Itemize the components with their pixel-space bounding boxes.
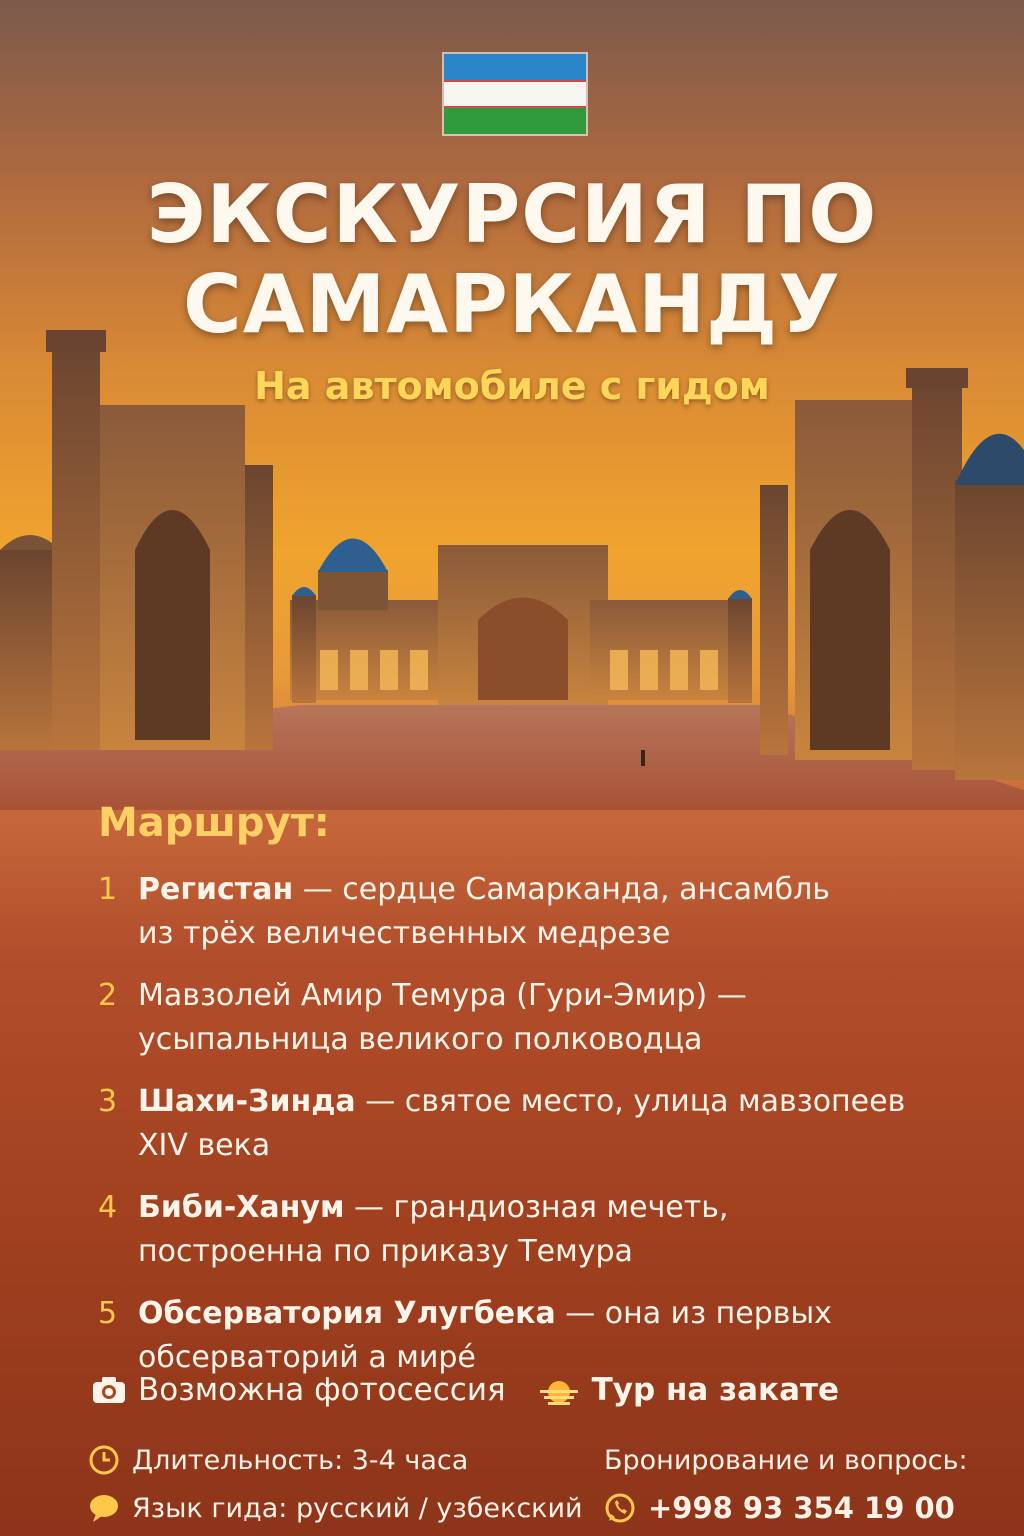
stop-name: Шахи-Зинда — [138, 1084, 356, 1119]
stop-name: Биби-Ханум — [138, 1190, 345, 1225]
stop-number: 5 — [98, 1296, 118, 1331]
route-heading: Маршрут: — [98, 800, 330, 846]
chat-bubble-icon — [88, 1493, 120, 1523]
whatsapp-icon — [604, 1492, 636, 1524]
stop-desc-line1: — сердце Самарканда, ансамбль — [293, 872, 830, 907]
route-stop — [98, 974, 998, 1062]
flag-blue-stripe — [444, 54, 586, 80]
camera-icon — [92, 1376, 126, 1404]
stop-number: 3 — [98, 1084, 118, 1119]
flag-white-stripe — [444, 80, 586, 108]
subtitle: На автомобиле с гидом — [254, 364, 770, 408]
stop-name: Обсерватория Улугбека — [138, 1296, 556, 1331]
stop-text — [138, 1292, 832, 1380]
route-stop — [98, 1292, 998, 1380]
phone-row[interactable] — [604, 1484, 968, 1532]
stop-text — [138, 868, 830, 956]
page-title-line2: САМАРКАНДУ — [183, 258, 841, 351]
uzbekistan-flag — [442, 52, 588, 136]
stop-desc-line1: — она из первых — [555, 1296, 832, 1331]
clock-icon — [88, 1444, 120, 1476]
route-stop — [98, 868, 998, 956]
photo-session-label: Возможна фотосессия — [138, 1372, 506, 1408]
stop-name: Регистан — [138, 872, 294, 907]
tour-extras — [92, 1372, 871, 1408]
stop-number: 2 — [98, 978, 118, 1013]
stop-number: 1 — [98, 872, 118, 907]
route-list — [98, 868, 998, 1398]
stop-number: 4 — [98, 1190, 118, 1225]
sunset-icon — [538, 1374, 580, 1406]
duration-row — [88, 1436, 583, 1484]
stop-desc-line1: — грандиозная мечеть, — [344, 1190, 729, 1225]
stop-text — [138, 1186, 728, 1274]
stop-desc-line1: Мавзолей Амир Темура (Гури-Эмир) — — [138, 978, 747, 1013]
duration-text: Длительность: 3-4 часа — [132, 1444, 469, 1476]
route-stop — [98, 1186, 998, 1274]
stop-text — [138, 1080, 905, 1168]
stop-desc-line2: обсерваторий а мирé — [138, 1340, 476, 1375]
flag-green-stripe — [444, 108, 586, 134]
language-text: Язык гида: русский / узбекский — [132, 1492, 583, 1524]
page-title-line1: ЭКСКУРСИЯ ПО — [146, 168, 878, 261]
phone-number[interactable]: +998 93 354 19 00 — [648, 1491, 955, 1525]
stop-desc-line2: из трёх величественных медрезе — [138, 916, 671, 951]
sunset-tour-label: Тур на закате — [591, 1372, 839, 1408]
route-stop — [98, 1080, 998, 1168]
tour-info — [88, 1436, 583, 1532]
stop-text — [138, 974, 747, 1062]
booking-label: Бронирование и вопрось: — [604, 1444, 968, 1476]
sunset-tour — [538, 1372, 839, 1408]
photo-session — [92, 1372, 506, 1408]
stop-desc-line1: — святое место, улица мавзопеев — [355, 1084, 906, 1119]
booking-info — [604, 1436, 968, 1532]
language-row — [88, 1484, 583, 1532]
stop-desc-line2: усыпальница великого полководца — [138, 1022, 703, 1057]
stop-desc-line2: XIV века — [138, 1128, 271, 1163]
stop-desc-line2: построенна по приказу Темура — [138, 1234, 633, 1269]
